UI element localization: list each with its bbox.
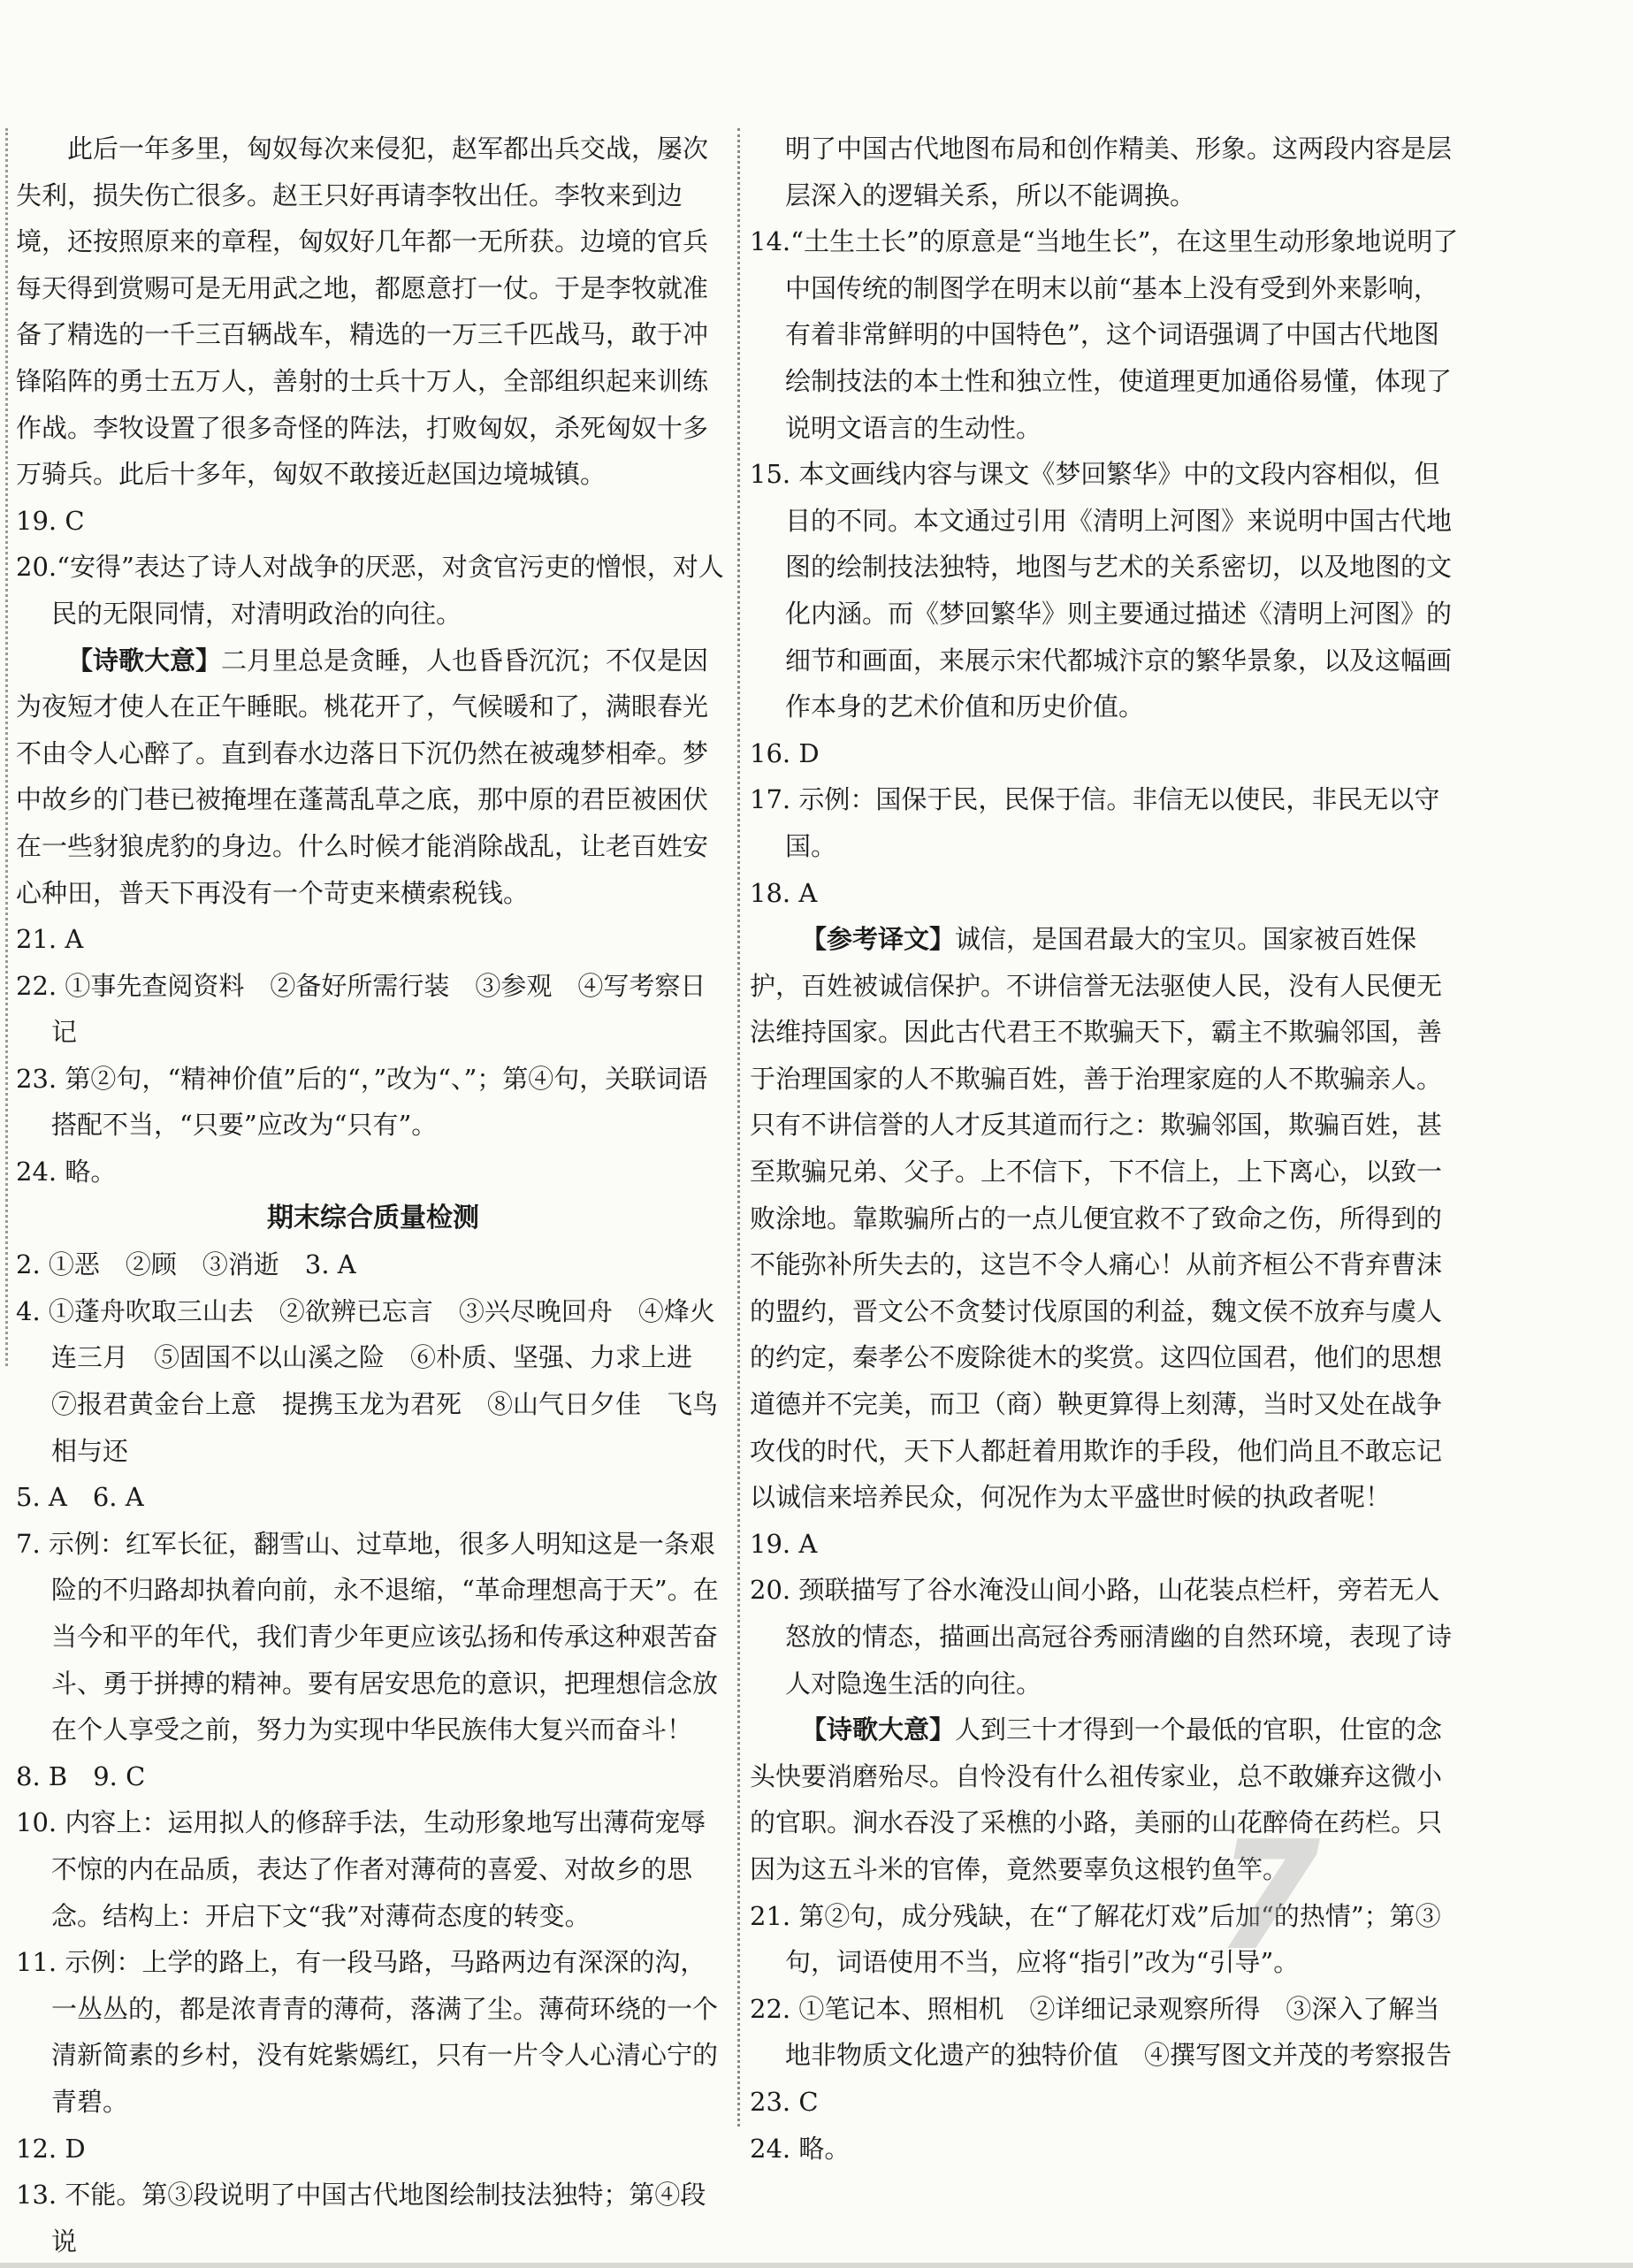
answer-item: 11. 示例：上学的路上，有一段马路，马路两边有深深的沟，一丛丛的，都是浓青青的薄荷，落满了尘。薄荷环绕的一个清新简素的乡村，没有姹紫嫣红，只有一片令人心清心宁的青碧。 <box>16 1947 719 2117</box>
page-number-watermark: 7 <box>1216 1809 1321 1984</box>
answer-item: 7. 示例：红军长征，翻雪山、过草地，很多人明知这是一条艰险的不归路却执着向前，永不退缩，“革命理想高于天”。在当今和平的年代，我们青少年更应该弘扬和传承这种艰苦奋斗、勇于拼搏的精神。要有居安思危的意识，把理想信念放在个人享受之前，努力为实现中华民族伟大复兴而奋斗！ <box>16 1528 719 1745</box>
answer-item: 19. A <box>750 1528 818 1559</box>
page-bottom-edge <box>0 2263 1633 2268</box>
paragraph-text: 人到三十才得到一个最低的官职，仕宦的念头快要消磨殆尽。自怜没有什么祖传家业，总不敢嫌弃这微小的官职。涧水吞没了采樵的小路，美丽的山花醉倚在药栏。只因为这五斗米的官俸，竟然要辜负这根钓鱼竿。 <box>750 1714 1443 1884</box>
answer-item: 8. B 9. C <box>16 1760 146 1791</box>
paragraph-label: 【诗歌大意】 <box>67 645 222 676</box>
answer-item: 19. C <box>16 505 85 536</box>
answer-item: 15. 本文画线内容与课文《梦回繁华》中的文段内容相似，但目的不同。本文通过引用《清明上河图》来说明中国古代地图的绘制技法独特，地图与艺术的关系密切，以及地图的文化内涵。而《梦回繁华》则主要通过描述《清明上河图》的细节和画面，来展示宋代都城汴京的繁华景象，以及这幅画作本身的艺术价值和历史价值。 <box>750 459 1453 722</box>
translation-paragraph: 此后一年多里，匈奴每次来侵犯，赵军都出兵交战，屡次失利，损失伤亡很多。赵王只好再请李牧出任。李牧来到边境，还按照原来的章程，匈奴好几年都一无所获。边境的官兵每天得到赏赐可是无用武之地，都愿意打一仗。于是李牧就准备了精选的一千三百辆战车，精选的一万三千匹战马，敢于冲锋陷阵的勇士五万人，善射的士兵十万人，全部组织起来训练作战。李牧设置了很多奇怪的阵法，打败匈奴，杀死匈奴十多万骑兵。此后十多年，匈奴不敢接近赵国边境城镇。 <box>16 134 709 490</box>
paragraph-text: 诚信，是国君最大的宝贝。国家被百姓保护，百姓被诚信保护。不讲信誉无法驱使人民，没有人民便无法维持国家。因此古代君王不欺骗天下，霸主不欺骗邻国，善于治理国家的人不欺骗百姓，善于治理家庭的人不欺骗亲人。只有不讲信誉的人才反其道而行之：欺骗邻国，欺骗百姓，甚至欺骗兄弟、父子。上不信下，下不信上，上下离心，以致一败涂地。靠欺骗所占的一点儿便宜救不了致命之伤，所得到的不能弥补所失去的，这岂不令人痛心！从前齐桓公不背弃曹沫的盟约，晋文公不贪婪讨伐原国的利益，魏文侯不放弃与虞人的约定，秦孝公不废除徙木的奖赏。这四位国君，他们的思想道德并不完美，而卫（商）鞅更算得上刻薄，当时又处在战争攻伐的时代，天下人都赶着用欺诈的手段，他们尚且不敢忘记以诚信来培养民众，何况作为太平盛世时候的执政者呢！ <box>750 924 1443 1513</box>
answer-item: 5. A 6. A <box>16 1482 144 1513</box>
left-margin-guide <box>5 128 8 1366</box>
paragraph-label: 【参考译文】 <box>801 924 956 955</box>
answer-item: 2. ①恶 ②顾 ③消逝 3. A <box>16 1249 356 1280</box>
right-column <box>750 126 1464 2172</box>
answer-item: 24. 略。 <box>16 1157 117 1187</box>
answer-item: 18. A <box>750 877 818 908</box>
answer-item: 22. ①事先查阅资料 ②备好所需行装 ③参观 ④写考察日记 <box>16 970 706 1048</box>
paragraph-text: 二月里总是贪睡，人也昏昏沉沉；不仅是因为夜短才使人在正午睡眠。桃花开了，气候暖和了，满眼春光不由令人心醉了。直到春水边落日下沉仍然在被魂梦相牵。梦中故乡的门巷已被掩埋在蓬蒿乱草之底，那中原的君臣被困伏在一些豺狼虎豹的身边。什么时候才能消除战乱，让老百姓安心种田，普天下再没有一个苛吏来横索税钱。 <box>16 645 709 908</box>
answer-item: 24. 略。 <box>750 2133 851 2164</box>
translation-paragraph <box>750 916 1464 1521</box>
answer-item: 16. D <box>750 737 820 768</box>
section-title: 期末综合质量检测 <box>267 1202 479 1233</box>
answer-item: 23. 第②句，“精神价值”后的“，”改为“、”；第④句，关联词语搭配不当，“只要”应改为“只有”。 <box>16 1063 708 1141</box>
left-column <box>16 126 730 2264</box>
answer-item: 22. ①笔记本、照相机 ②详细记录观察所得 ③深入了解当地非物质文化遗产的独特价值 ④撰写图文并茂的考察报告 <box>750 1993 1453 2071</box>
answer-item: 13. 不能。第③段说明了中国古代地图绘制技法独特；第④段说 <box>16 2180 706 2257</box>
answer-item: 21. 第②句，成分残缺，在“了解花灯戏”后加“的热情”；第③句，词语使用不当，应将“指引”改为“引导”。 <box>750 1900 1441 1978</box>
answer-item: 12. D <box>16 2133 86 2164</box>
answer-item: 17. 示例：国保于民，民保于信。非信无以使民，非民无以守国。 <box>750 784 1440 861</box>
answer-item: 14.“土生土长”的原意是“当地生长”，在这里生动形象地说明了中国传统的制图学在明末以前“基本上没有受到外来影响，有着非常鲜明的中国特色”，这个词语强调了中国古代地图绘制技法的本土性和独立性，使道理更加通俗易懂，体现了说明文语言的生动性。 <box>750 226 1459 443</box>
answer-item: 10. 内容上：运用拟人的修辞手法，生动形象地写出薄荷宠辱不惊的内在品质，表达了作者对薄荷的喜爱、对故乡的思念。结构上：开启下文“我”对薄荷态度的转变。 <box>16 1807 706 1931</box>
answer-continuation: 明了中国古代地图布局和创作精美、形象。这两段内容是层层深入的逻辑关系，所以不能调换。 <box>785 134 1453 210</box>
answer-item: 20.“安得”表达了诗人对战争的厌恶，对贪官污吏的憎恨，对人民的无限同情，对清明政治的向往。 <box>16 552 724 629</box>
column-divider <box>737 128 740 2127</box>
answer-item: 20. 颈联描写了谷水淹没山间小路，山花装点栏杆，旁若无人怒放的情态，描画出高冠谷秀丽清幽的自然环境，表现了诗人对隐逸生活的向往。 <box>750 1575 1453 1699</box>
translation-paragraph <box>16 638 730 917</box>
paragraph-label: 【诗歌大意】 <box>801 1714 956 1745</box>
answer-item: 21. A <box>16 924 84 955</box>
answer-item: 4. ①蓬舟吹取三山去 ②欲辨已忘言 ③兴尽晚回舟 ④烽火连三月 ⑤固国不以山溪之险 ⑥朴质、坚强、力求上进 ⑦报君黄金台上意 提携玉龙为君死 ⑧山气日夕佳 飞鸟相与还 <box>16 1295 719 1466</box>
translation-paragraph <box>750 1707 1464 1892</box>
answer-item: 23. C <box>750 2086 819 2117</box>
